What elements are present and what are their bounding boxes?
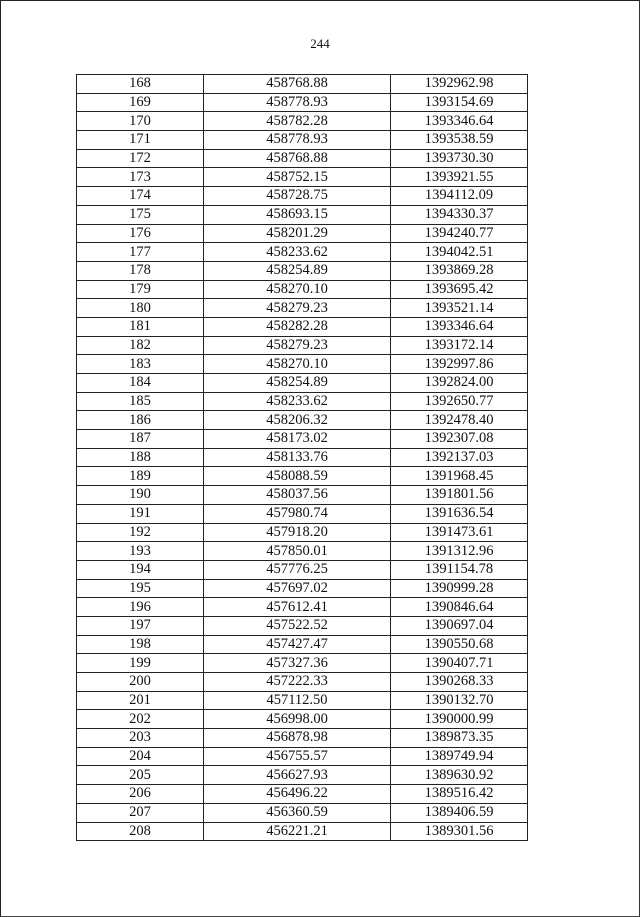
x-coordinate-cell: 457222.33 (204, 673, 391, 692)
y-coordinate-cell: 1389749.94 (391, 747, 528, 766)
y-coordinate-cell: 1392478.40 (391, 411, 528, 430)
y-coordinate-cell: 1393921.55 (391, 168, 528, 187)
y-coordinate-cell: 1389406.59 (391, 803, 528, 822)
table-row (77, 766, 528, 785)
x-coordinate-cell: 457522.52 (204, 616, 391, 635)
y-coordinate-cell: 1391636.54 (391, 504, 528, 523)
x-coordinate-cell: 458279.23 (204, 299, 391, 318)
table-row (77, 691, 528, 710)
point-number-cell: 202 (77, 710, 204, 729)
y-coordinate-cell: 1390697.04 (391, 616, 528, 635)
point-number-cell: 196 (77, 598, 204, 617)
coordinates-table-body (77, 75, 528, 841)
x-coordinate-cell: 458693.15 (204, 205, 391, 224)
y-coordinate-cell: 1391312.96 (391, 542, 528, 561)
table-row (77, 673, 528, 692)
x-coordinate-cell: 457850.01 (204, 542, 391, 561)
point-number-cell: 193 (77, 542, 204, 561)
table-row (77, 149, 528, 168)
y-coordinate-cell: 1392137.03 (391, 448, 528, 467)
point-number-cell: 174 (77, 187, 204, 206)
table-row (77, 131, 528, 150)
x-coordinate-cell: 457776.25 (204, 560, 391, 579)
point-number-cell: 191 (77, 504, 204, 523)
point-number-cell: 204 (77, 747, 204, 766)
point-number-cell: 203 (77, 729, 204, 748)
y-coordinate-cell: 1390132.70 (391, 691, 528, 710)
y-coordinate-cell: 1394112.09 (391, 187, 528, 206)
x-coordinate-cell: 458133.76 (204, 448, 391, 467)
point-number-cell: 179 (77, 280, 204, 299)
x-coordinate-cell: 458233.62 (204, 243, 391, 262)
table-row (77, 710, 528, 729)
table-row (77, 261, 528, 280)
x-coordinate-cell: 458254.89 (204, 261, 391, 280)
y-coordinate-cell: 1390407.71 (391, 654, 528, 673)
point-number-cell: 181 (77, 317, 204, 336)
point-number-cell: 175 (77, 205, 204, 224)
table-row (77, 280, 528, 299)
table-row (77, 168, 528, 187)
point-number-cell: 171 (77, 131, 204, 150)
point-number-cell: 183 (77, 355, 204, 374)
y-coordinate-cell: 1394330.37 (391, 205, 528, 224)
y-coordinate-cell: 1390846.64 (391, 598, 528, 617)
point-number-cell: 197 (77, 616, 204, 635)
table-row (77, 504, 528, 523)
x-coordinate-cell: 458206.32 (204, 411, 391, 430)
y-coordinate-cell: 1394042.51 (391, 243, 528, 262)
point-number-cell: 184 (77, 374, 204, 393)
y-coordinate-cell: 1392997.86 (391, 355, 528, 374)
x-coordinate-cell: 456627.93 (204, 766, 391, 785)
x-coordinate-cell: 458782.28 (204, 112, 391, 131)
x-coordinate-cell: 456221.21 (204, 822, 391, 841)
y-coordinate-cell: 1389630.92 (391, 766, 528, 785)
x-coordinate-cell: 456878.98 (204, 729, 391, 748)
x-coordinate-cell: 458201.29 (204, 224, 391, 243)
x-coordinate-cell: 458037.56 (204, 486, 391, 505)
table-row (77, 93, 528, 112)
y-coordinate-cell: 1391968.45 (391, 467, 528, 486)
y-coordinate-cell: 1390000.99 (391, 710, 528, 729)
table-row (77, 560, 528, 579)
table-row (77, 355, 528, 374)
y-coordinate-cell: 1392962.98 (391, 75, 528, 94)
point-number-cell: 187 (77, 430, 204, 449)
x-coordinate-cell: 456496.22 (204, 785, 391, 804)
point-number-cell: 208 (77, 822, 204, 841)
point-number-cell: 201 (77, 691, 204, 710)
table-row (77, 75, 528, 94)
table-row (77, 299, 528, 318)
table-row (77, 822, 528, 841)
x-coordinate-cell: 458282.28 (204, 317, 391, 336)
x-coordinate-cell: 458173.02 (204, 430, 391, 449)
point-number-cell: 177 (77, 243, 204, 262)
y-coordinate-cell: 1393730.30 (391, 149, 528, 168)
point-number-cell: 186 (77, 411, 204, 430)
table-row (77, 187, 528, 206)
point-number-cell: 188 (77, 448, 204, 467)
table-row (77, 112, 528, 131)
y-coordinate-cell: 1391473.61 (391, 523, 528, 542)
page-number: 244 (310, 36, 330, 51)
x-coordinate-cell: 456755.57 (204, 747, 391, 766)
y-coordinate-cell: 1390999.28 (391, 579, 528, 598)
point-number-cell: 178 (77, 261, 204, 280)
y-coordinate-cell: 1394240.77 (391, 224, 528, 243)
x-coordinate-cell: 456998.00 (204, 710, 391, 729)
x-coordinate-cell: 458768.88 (204, 149, 391, 168)
x-coordinate-cell: 458778.93 (204, 131, 391, 150)
y-coordinate-cell: 1389516.42 (391, 785, 528, 804)
point-number-cell: 206 (77, 785, 204, 804)
table-row (77, 205, 528, 224)
y-coordinate-cell: 1393346.64 (391, 112, 528, 131)
x-coordinate-cell: 457612.41 (204, 598, 391, 617)
x-coordinate-cell: 458752.15 (204, 168, 391, 187)
x-coordinate-cell: 457980.74 (204, 504, 391, 523)
table-row (77, 224, 528, 243)
point-number-cell: 189 (77, 467, 204, 486)
table-row (77, 785, 528, 804)
y-coordinate-cell: 1393521.14 (391, 299, 528, 318)
coordinates-table (76, 74, 528, 841)
point-number-cell: 192 (77, 523, 204, 542)
x-coordinate-cell: 458768.88 (204, 75, 391, 94)
table-row (77, 411, 528, 430)
table-row (77, 747, 528, 766)
y-coordinate-cell: 1393172.14 (391, 336, 528, 355)
table-row (77, 336, 528, 355)
x-coordinate-cell: 458279.23 (204, 336, 391, 355)
point-number-cell: 172 (77, 149, 204, 168)
table-row (77, 392, 528, 411)
table-row (77, 803, 528, 822)
point-number-cell: 195 (77, 579, 204, 598)
x-coordinate-cell: 456360.59 (204, 803, 391, 822)
x-coordinate-cell: 458270.10 (204, 355, 391, 374)
point-number-cell: 199 (77, 654, 204, 673)
y-coordinate-cell: 1391154.78 (391, 560, 528, 579)
table-row (77, 616, 528, 635)
table-row (77, 579, 528, 598)
y-coordinate-cell: 1389873.35 (391, 729, 528, 748)
y-coordinate-cell: 1389301.56 (391, 822, 528, 841)
x-coordinate-cell: 457427.47 (204, 635, 391, 654)
point-number-cell: 170 (77, 112, 204, 131)
table-row (77, 243, 528, 262)
table-row (77, 523, 528, 542)
x-coordinate-cell: 458778.93 (204, 93, 391, 112)
point-number-cell: 200 (77, 673, 204, 692)
y-coordinate-cell: 1392650.77 (391, 392, 528, 411)
point-number-cell: 180 (77, 299, 204, 318)
table-row (77, 430, 528, 449)
x-coordinate-cell: 457697.02 (204, 579, 391, 598)
table-row (77, 374, 528, 393)
point-number-cell: 168 (77, 75, 204, 94)
table-row (77, 598, 528, 617)
table-row (77, 542, 528, 561)
y-coordinate-cell: 1393695.42 (391, 280, 528, 299)
point-number-cell: 205 (77, 766, 204, 785)
point-number-cell: 185 (77, 392, 204, 411)
x-coordinate-cell: 458088.59 (204, 467, 391, 486)
y-coordinate-cell: 1392307.08 (391, 430, 528, 449)
point-number-cell: 173 (77, 168, 204, 187)
y-coordinate-cell: 1390268.33 (391, 673, 528, 692)
table-row (77, 467, 528, 486)
point-number-cell: 182 (77, 336, 204, 355)
table-row (77, 635, 528, 654)
x-coordinate-cell: 458233.62 (204, 392, 391, 411)
y-coordinate-cell: 1393869.28 (391, 261, 528, 280)
point-number-cell: 176 (77, 224, 204, 243)
x-coordinate-cell: 458254.89 (204, 374, 391, 393)
table-row (77, 486, 528, 505)
y-coordinate-cell: 1393346.64 (391, 317, 528, 336)
table-row (77, 317, 528, 336)
table-row (77, 448, 528, 467)
x-coordinate-cell: 457918.20 (204, 523, 391, 542)
point-number-cell: 190 (77, 486, 204, 505)
y-coordinate-cell: 1393538.59 (391, 131, 528, 150)
x-coordinate-cell: 457327.36 (204, 654, 391, 673)
y-coordinate-cell: 1393154.69 (391, 93, 528, 112)
point-number-cell: 169 (77, 93, 204, 112)
point-number-cell: 194 (77, 560, 204, 579)
table-row (77, 654, 528, 673)
table-row (77, 729, 528, 748)
y-coordinate-cell: 1392824.00 (391, 374, 528, 393)
y-coordinate-cell: 1390550.68 (391, 635, 528, 654)
point-number-cell: 207 (77, 803, 204, 822)
x-coordinate-cell: 458728.75 (204, 187, 391, 206)
x-coordinate-cell: 457112.50 (204, 691, 391, 710)
point-number-cell: 198 (77, 635, 204, 654)
x-coordinate-cell: 458270.10 (204, 280, 391, 299)
y-coordinate-cell: 1391801.56 (391, 486, 528, 505)
